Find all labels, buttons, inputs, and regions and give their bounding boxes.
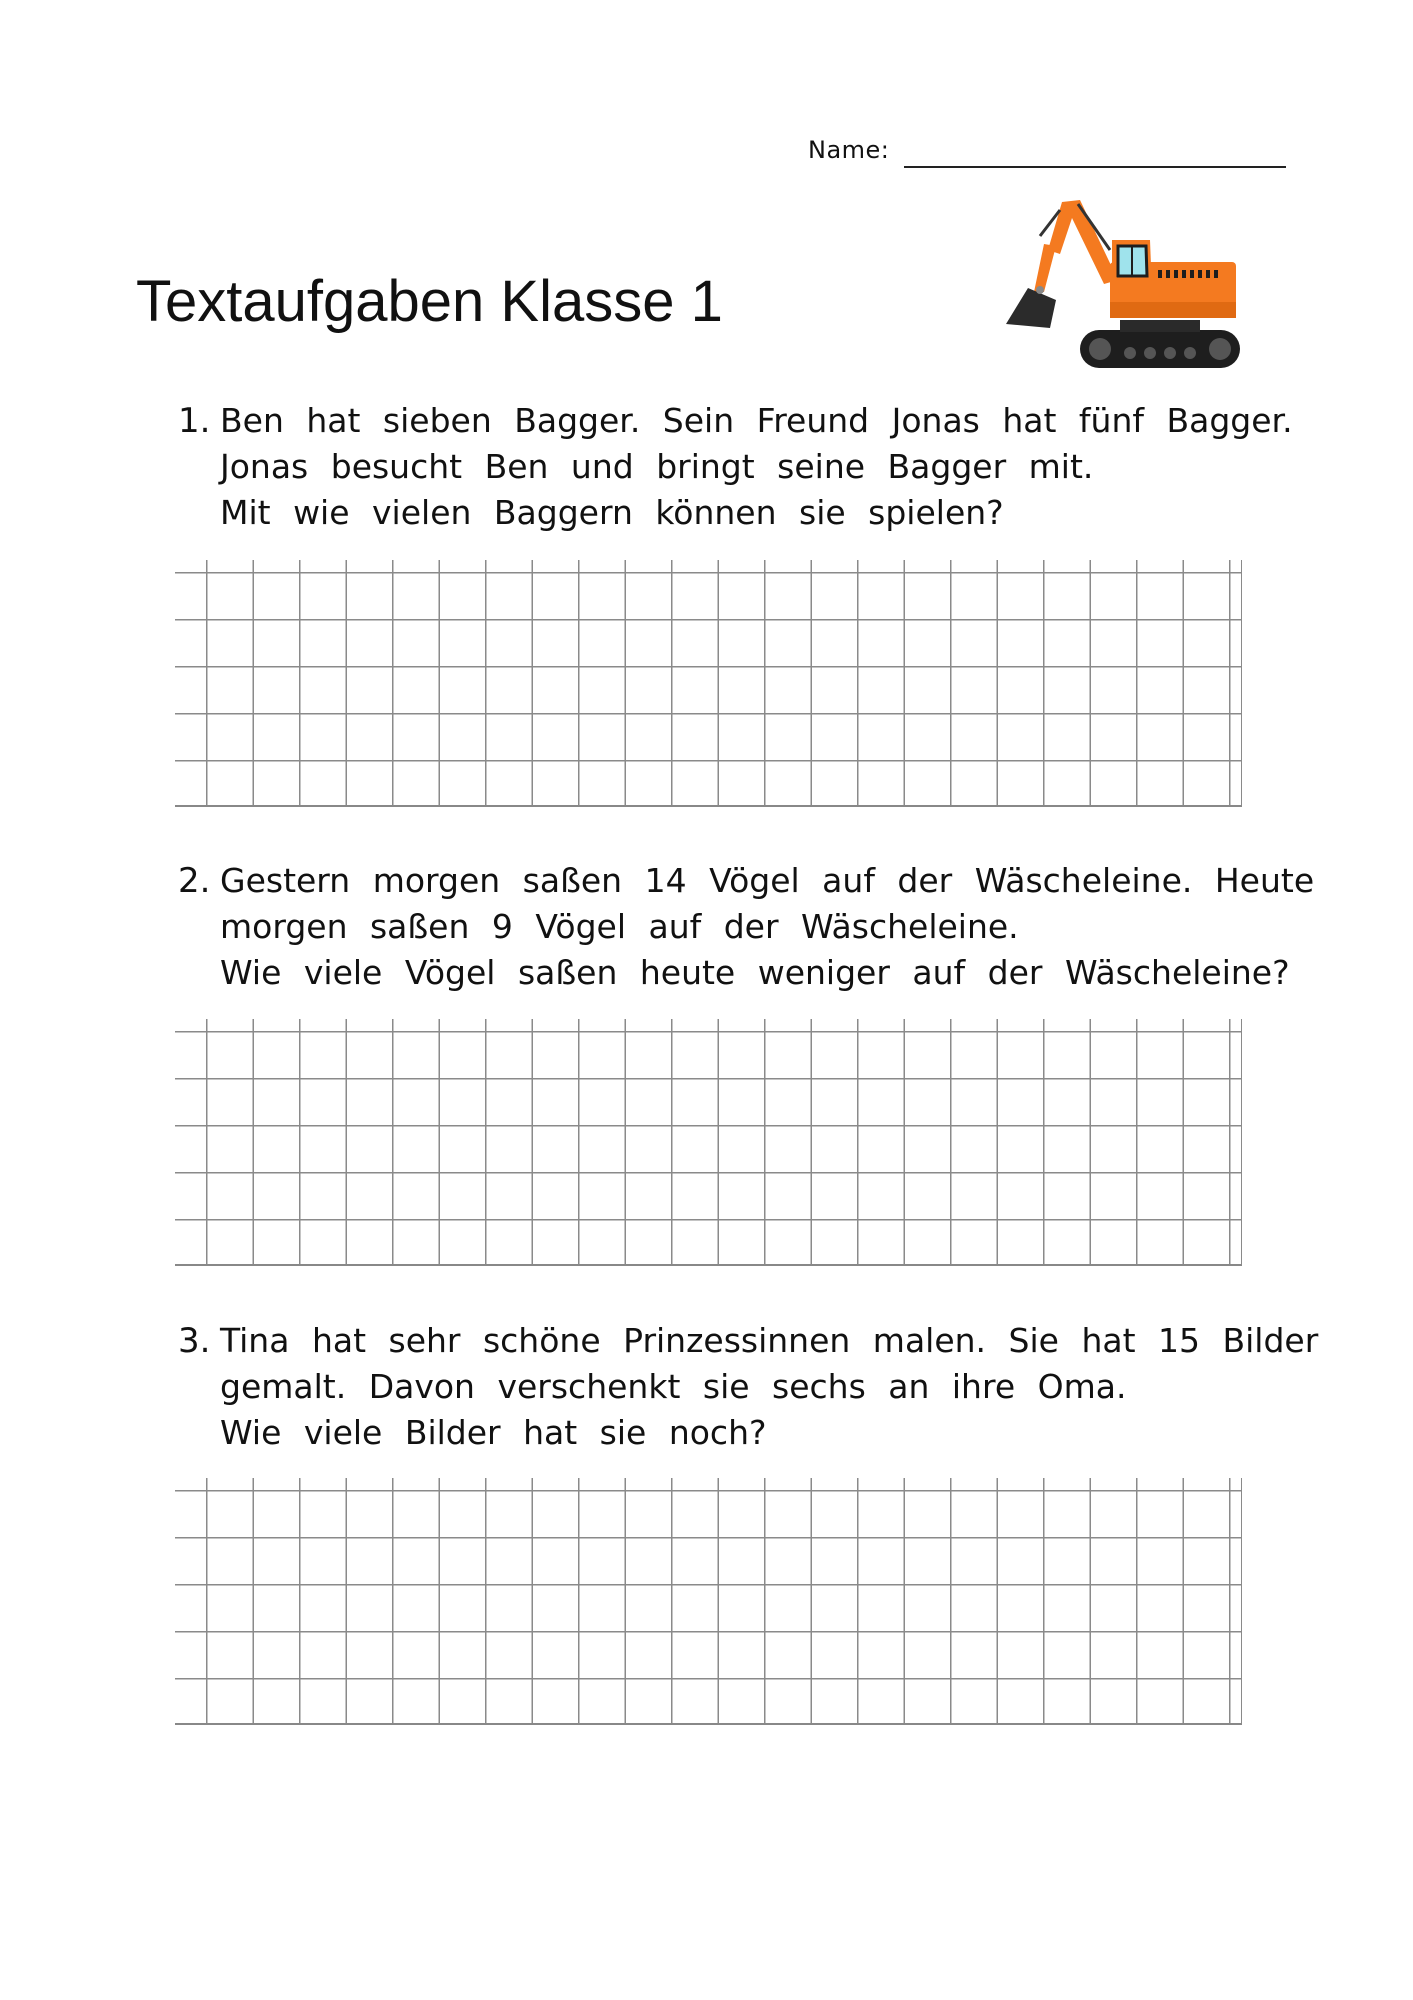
task-text xyxy=(220,858,1315,996)
name-label: Name: xyxy=(808,136,890,164)
task-number: 3. xyxy=(178,1321,211,1361)
task-line: morgen saßen 9 Vögel auf der Wäscheleine. xyxy=(220,907,1019,946)
answer-grid-1[interactable] xyxy=(175,560,1242,807)
task-line: Wie viele Bilder hat sie noch? xyxy=(220,1413,767,1452)
task-line: Ben hat sieben Bagger. Sein Freund Jonas hat fünf Bagger. xyxy=(220,401,1293,440)
excavator-icon xyxy=(1000,180,1250,380)
task-line: gemalt. Davon verschenkt sie sechs an ihre Oma. xyxy=(220,1367,1127,1406)
task-text xyxy=(220,398,1293,536)
page-title: Textaufgaben Klasse 1 xyxy=(136,269,723,334)
answer-grid-3[interactable] xyxy=(175,1478,1242,1725)
task-number: 2. xyxy=(178,861,211,901)
task-line: Wie viele Vögel saßen heute weniger auf der Wäscheleine? xyxy=(220,953,1290,992)
name-field[interactable] xyxy=(808,136,1288,176)
name-line[interactable] xyxy=(904,166,1286,168)
answer-grid-2[interactable] xyxy=(175,1019,1242,1266)
task-line: Tina hat sehr schöne Prinzessinnen malen. Sie hat 15 Bilder xyxy=(220,1321,1319,1360)
task-text xyxy=(220,1318,1319,1456)
task-line: Jonas besucht Ben und bringt seine Bagger mit. xyxy=(220,447,1094,486)
task-line: Mit wie vielen Baggern können sie spielen? xyxy=(220,493,1004,532)
task-line: Gestern morgen saßen 14 Vögel auf der Wäscheleine. Heute xyxy=(220,861,1315,900)
task-number: 1. xyxy=(178,401,211,441)
